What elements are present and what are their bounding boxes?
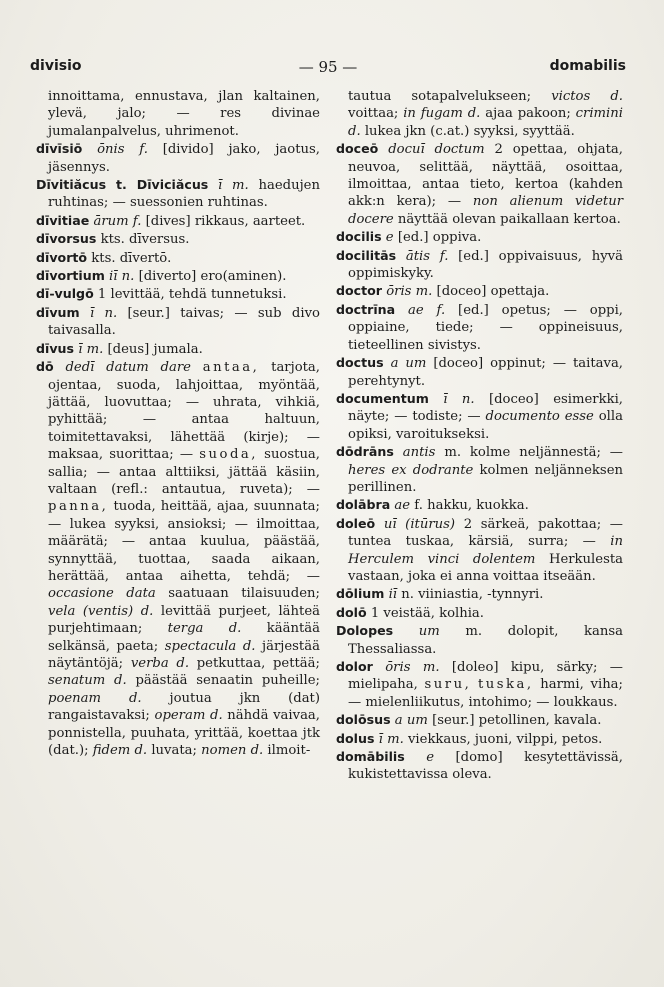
entry-dolium [336,585,623,603]
continuation-text [336,88,623,140]
example: in Herculem vinci dolentem [348,534,623,567]
running-head [30,58,626,80]
example: spectacula d. [164,638,256,654]
entry-divitiae [36,212,320,230]
etymology: [doceo] [488,391,539,407]
definition: jako, jaotus, jäsennys. [48,142,320,175]
page-number: — 95 — [298,58,358,76]
example: in fugam d. [403,106,481,122]
headword: doleō [336,515,376,531]
entry-docilis [336,228,623,246]
headword: doctor [336,283,383,299]
example: operam d. [154,708,223,724]
grammar: uī (itūrus) [383,516,456,532]
headword: Dīvitiăcus t. Dīviciăcus [36,177,209,193]
continuation-text: innoittama, ennustava, jlan kaltainen, ylevä, jalo; — res divinae jumalanpalvelus, uhrimenot. [48,89,320,139]
translation: joutua jkn (dat) rangaistavaksi; [48,690,321,724]
entry-divulgo [36,285,320,303]
entry-divorto [36,249,320,267]
entry-domabilis [336,748,623,784]
entry-divum [36,304,320,340]
entry-do [36,358,320,759]
definition: n. viiniastia, -tynnyri. [401,587,544,603]
grammar: iī [388,587,398,603]
entry-dolosus [336,711,623,729]
etymology: [doceo] [436,284,487,300]
definition: f. hakku, kuokka. [414,498,529,514]
definition: ero(aminen). [200,269,287,285]
grammar: e [426,750,435,766]
definition: opettaja. [490,284,550,300]
grammar: e [385,230,394,246]
headword: dolō [336,604,367,620]
grammar: ōris m. [386,284,433,300]
grammar: um [418,624,440,640]
grammar: ī n. [443,391,475,407]
example: senatum d. [48,673,127,689]
etymology: [ed.] [458,248,489,264]
example: crimini d. [348,106,623,139]
entry-docilitas [336,247,623,283]
translation: levittää purjeet, lähteä purjehtimaan; [48,603,320,637]
continuation-part: ajaa pakoon; [485,106,571,122]
spaced-sense: tuska, [477,677,534,693]
definition: oppinut; — taitava, perehtynyt. [348,356,623,389]
spaced-sense: antaa, [202,360,260,376]
definition: jumala. [153,341,203,357]
entry-divortium [36,267,320,285]
grammar: ae f. [408,302,446,318]
definition: 1 veistää, kolhia. [370,605,484,621]
grammar: ātis f. [405,248,449,264]
headword: dīvortium [36,268,105,284]
definition: kts. dīvertō. [91,250,172,266]
entry-dolopes [336,622,623,658]
definition: tuoda, heittää, ajaa, suunnata; — lukea syyksi, ansioksi; — ilmoittaa, määrätä; — antaa kuulua, päästää, synnyttää, tuottaa, saada aikaan, herättää, antaa aihetta, tehdä; — [48,499,320,584]
grammar: ī m. [378,731,404,747]
etymology: [seur.] [127,305,170,321]
example: documento esse [485,409,594,425]
left-column [36,88,320,759]
definition: oppivaisuus, hyvä oppimiskyky. [348,248,623,282]
headword: Dolopes [336,623,394,639]
example: nomen d. [201,743,264,759]
grammar: ōnis f. [97,142,148,158]
etymology: [diverto] [138,269,197,285]
entry-dolus [336,730,623,748]
etymology: [ed.] [397,230,429,246]
etymology: [domo] [455,750,503,766]
grammar: antis [402,445,436,461]
spaced-sense: suoda, [199,447,258,463]
example: non alienum videtur docere [348,194,623,227]
headword: dolābra [336,497,391,513]
etymology: [seur.] [432,713,475,729]
translation: petkuttaa, pettää; [196,656,320,671]
translation: päästää senaatin puheille; [135,673,320,689]
grammar: ae [394,498,411,514]
entry-doceo [336,140,623,228]
example: victos d. [551,89,623,104]
headword: doctrīna [336,301,396,317]
entry-dolabra [336,496,623,514]
definition: 2 opettaa, ohjata, neuvoa, selittää, näyttää, osoittaa, ilmoittaa, antaa tieto, kertoa (kahden akk:n kera); — [348,142,623,210]
translation: nähdä vaivaa, ponnistella, puuhata, yrittää, koettaa jtk (dat.); [48,708,320,759]
definition: 2 särkeä, pakottaa; — tuntea tuskaa, kärsiä, surra; — [348,516,623,550]
definition: haedujen ruhtinas; — suessonien ruhtinas. [48,178,320,211]
example: verba d. [130,656,190,671]
translation: järjestää näytäntöjä; [48,638,320,671]
entry-doctus [336,354,623,390]
headword: dōlium [336,586,385,602]
entry-doleo [336,515,623,586]
definition: m. dolopit, kansa Thessaliassa. [348,624,623,657]
entry-dolo [336,604,623,622]
entry-divisio [36,140,320,176]
entry-dodrans [336,443,623,496]
headword: dolus [336,730,375,746]
grammar: 1 [97,287,107,303]
headword: dōdrāns [336,444,394,460]
example: poenam d. [48,690,142,706]
definition: taivas; — sub divo taivasalla. [48,305,320,339]
headword: dolōsus [336,712,391,728]
definition: tarjota, ojentaa, suoda, lahjoittaa, myöntää, jättää, luovuttaa; — uhrata, vihkiä, pyhittää; — antaa haltuun, toimitettavaksi, lähettää (kirje); — maksaa, suorittaa; — [48,360,320,463]
entry-divus [36,340,320,358]
definition: harmi, viha; — mielenliikutus, intohimo; — loukkaus. [348,677,623,710]
headword: dī-vulgō [36,286,94,302]
headword: dīvus [36,340,75,356]
etymology: [doleo] [451,660,499,675]
entry-divitiacus [36,176,320,212]
grammar: ī m. [78,341,104,357]
continuation-part: tautua sotapalvelukseen; [348,89,532,104]
translation: Herkulesta vastaan, joka ei anna voittaa itseään. [348,551,623,584]
spaced-sense: panna, [48,499,109,515]
right-column [336,88,623,784]
translation: ilmoit- [267,743,311,759]
translation: kolmen neljänneksen perillinen. [348,462,623,495]
continuation-part: lukea jkn (c.at.) syyksi, syyttää. [364,123,575,139]
definition: oppiva. [432,230,482,246]
spaced-sense: suru, [424,677,472,693]
headword: documentum [336,390,429,406]
headword: doctus [336,355,384,371]
etymology: [divido] [162,142,214,158]
etymology: [ed.] [458,302,489,318]
definition: suostua, sallia; — antaa alttiiksi, jättää käsiin, valtaan (refl.: antautua, ruveta); — [48,447,320,497]
entry-doctor [336,282,623,300]
example: terga d. [167,621,242,637]
definition: rikkaus, aarteet. [194,213,306,229]
example: fidem d. [92,743,148,759]
headword: doceō [336,141,379,157]
headword: docilis [336,229,382,245]
definition: kts. dīversus. [100,232,190,248]
definition: petollinen, kavala. [478,713,602,729]
principal-parts: docuī doctum [388,142,485,158]
definition: esimerkki, näyte; — todiste; — [348,391,623,425]
guide-word-left: divisio [30,58,82,74]
headword: dīvitiae [36,212,90,228]
grammar: ī m. [218,178,249,194]
grammar: ī n. [89,305,118,321]
translation: saatuaan tilaisuuden; [168,586,320,602]
grammar: ōris m. [385,660,440,675]
entry-divorsus [36,230,320,248]
continuation-part: voittaa; [348,106,399,122]
etymology: [doceo] [433,356,484,372]
definition: kesytettävissä, kukistettavissa oleva. [348,750,623,783]
entry-dolor [336,658,623,711]
example: vela (ventis) d. [48,603,154,619]
definition: levittää, tehdä tunnetuksi. [110,287,287,303]
grammar: a um [394,713,428,729]
headword: docilitās [336,247,397,263]
definition: m. kolme neljännestä; — [444,445,623,461]
entry-documentum [336,390,623,443]
translation: luvata; [151,743,197,759]
translation: kääntää selkänsä, paeta; [48,621,320,654]
headword: domābilis [336,749,405,765]
guide-word-right: domabilis [549,58,626,74]
definition: opetus; — oppi, oppiaine, tiede; — oppineisuus, tieteellinen sivistys. [348,302,623,353]
example: occasione data [48,586,156,602]
headword: dīvortō [36,249,88,265]
etymology: [dives] [145,213,191,229]
definition: viekkaus, juoni, vilppi, petos. [407,731,603,747]
example: heres ex dodrante [348,462,474,478]
headword: dīvorsus [36,231,97,247]
entry-doctrina [336,301,623,354]
definition: kipu, särky; — mielipaha, [348,660,623,693]
grammar: ārum f. [93,213,142,229]
headword: dīvum [36,304,80,320]
translation: näyttää olevan paikallaan kertoa. [397,211,621,227]
headword: dō [36,359,54,375]
headword: dīvīsiō [36,141,83,157]
translation: olla opiksi, varoitukseksi. [348,409,623,442]
grammar: iī n. [109,269,135,285]
headword: dolor [336,659,373,674]
principal-parts: dedī datum dare [65,360,191,376]
etymology: [deus] [107,341,150,357]
grammar: a um [390,356,427,372]
